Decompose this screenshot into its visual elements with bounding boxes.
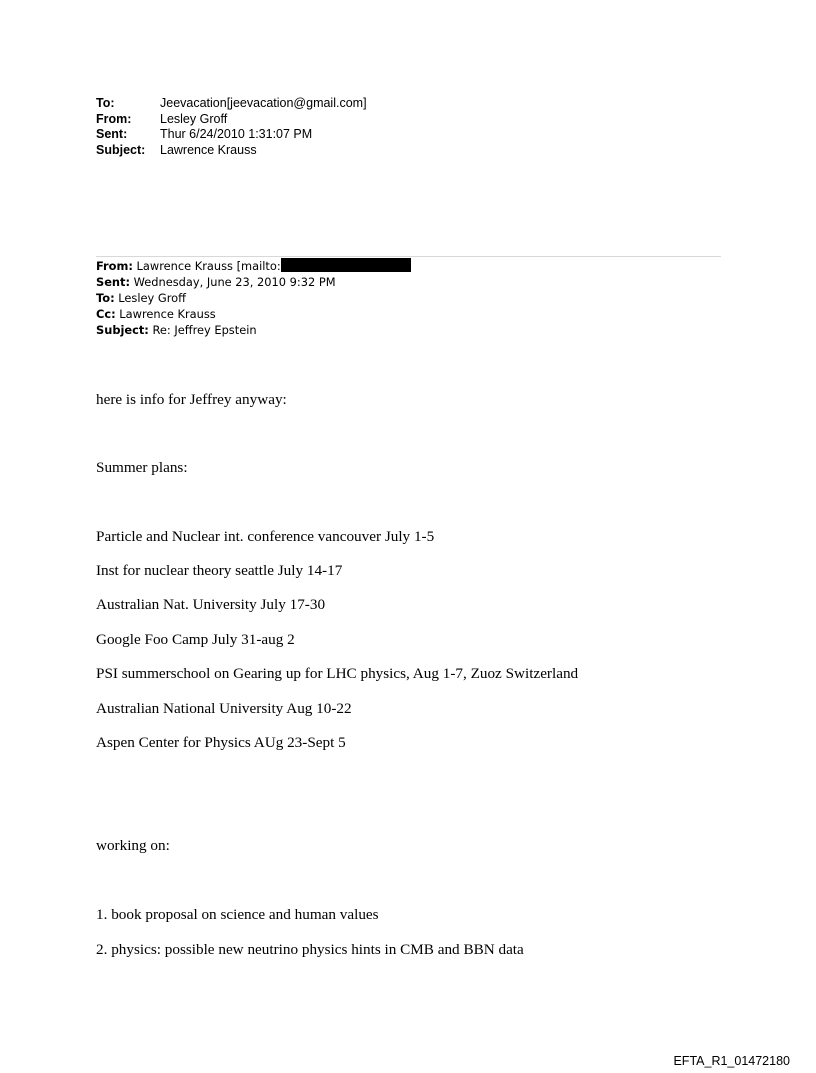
- inner-subject-label: Subject:: [96, 323, 149, 337]
- working-on-heading: working on:: [96, 837, 170, 854]
- summer-plans-heading: Summer plans:: [96, 459, 188, 476]
- inner-from-row: [96, 258, 411, 274]
- summer-plan-item: Inst for nuclear theory seattle July 14-17: [96, 562, 343, 579]
- outer-subject-row: [96, 143, 367, 159]
- summer-plan-item: Aspen Center for Physics AUg 23-Sept 5: [96, 734, 346, 751]
- outer-to-label: To:: [96, 96, 115, 110]
- inner-sent-value: Wednesday, June 23, 2010 9:32 PM: [133, 275, 336, 289]
- document-id: EFTA_R1_01472180: [673, 1054, 790, 1068]
- summer-plan-item: Australian National University Aug 10-22: [96, 700, 352, 717]
- outer-from-value: Lesley Groff: [160, 111, 228, 126]
- inner-subject-value: Re: Jeffrey Epstein: [152, 323, 257, 337]
- outer-sent-label: Sent:: [96, 127, 128, 142]
- inner-cc-label: Cc:: [96, 307, 116, 321]
- inner-from-value: Lawrence Krauss [mailto:: [136, 259, 281, 273]
- inner-cc-row: [96, 306, 411, 322]
- inner-cc-value: Lawrence Krauss: [119, 307, 216, 321]
- outer-subject-value: Lawrence Krauss: [160, 143, 257, 158]
- quoted-email-header: [96, 258, 411, 338]
- summer-plan-item: Particle and Nuclear int. conference vancouver July 1-5: [96, 528, 435, 545]
- body-intro: here is info for Jeffrey anyway:: [96, 391, 287, 408]
- outer-from-label: From:: [96, 111, 132, 126]
- redaction-block: [281, 258, 411, 272]
- inner-to-row: [96, 290, 411, 306]
- outer-to-row: [96, 96, 367, 112]
- outer-subject-label: Subject:: [96, 143, 146, 158]
- inner-to-value: Lesley Groff: [118, 291, 186, 305]
- inner-from-label: From:: [96, 259, 133, 273]
- working-on-item: 2. physics: possible new neutrino physics hints in CMB and BBN data: [96, 941, 524, 958]
- summer-plan-item: PSI summerschool on Gearing up for LHC physics, Aug 1-7, Zuoz Switzerland: [96, 665, 579, 682]
- summer-plan-item: Australian Nat. University July 17-30: [96, 596, 326, 613]
- outer-sent-value: Thur 6/24/2010 1:31:07 PM: [160, 127, 313, 142]
- working-on-item: 1. book proposal on science and human values: [96, 906, 379, 923]
- inner-sent-row: [96, 274, 411, 290]
- outer-sent-row: [96, 127, 367, 143]
- inner-to-label: To:: [96, 291, 115, 305]
- outer-from-row: [96, 112, 367, 128]
- summer-plan-item: Google Foo Camp July 31-aug 2: [96, 631, 295, 648]
- outer-email-header: [96, 96, 367, 159]
- inner-subject-row: [96, 322, 411, 338]
- outer-to-value: Jeevacation[jeevacation@gmail.com]: [160, 96, 367, 110]
- inner-sent-label: Sent:: [96, 275, 131, 289]
- quoted-message-divider: [96, 256, 721, 257]
